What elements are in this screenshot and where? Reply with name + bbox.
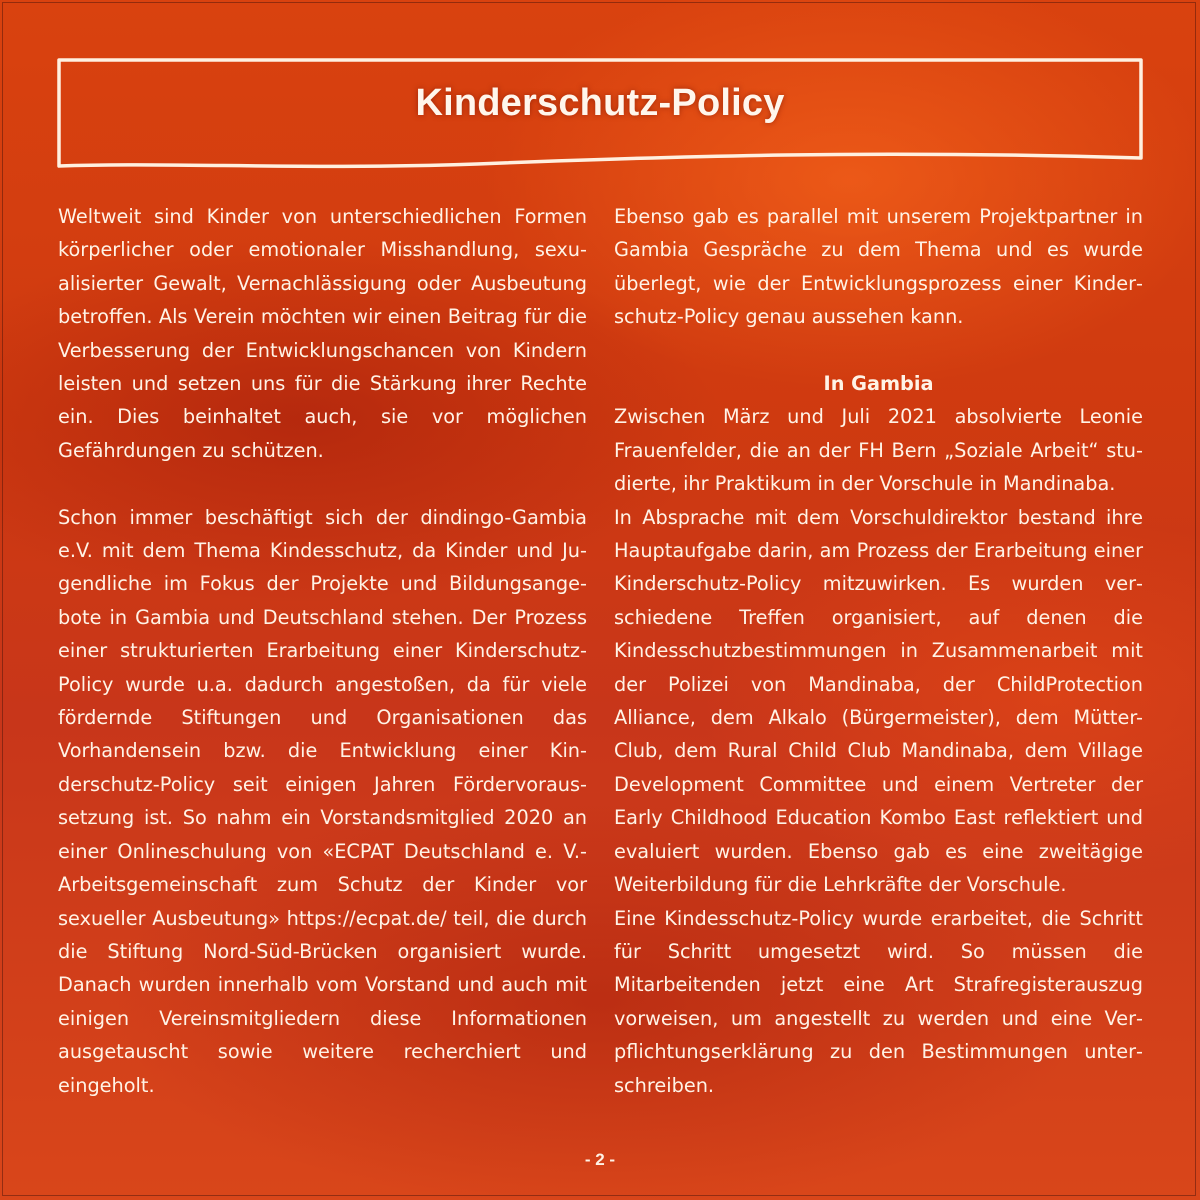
right-paragraph-3: In Absprache mit dem Vorschuldirektor bestand ihre Hauptaufgabe darin, am Prozess der Erarbeitung einer Kinderschutz-Policy mitzuwirken. Es wurden verschiedene Treffen organisiert, auf denen die Kindesschutzbestimmungen in Zusammenarbeit mit der Polizei von Mandinaba, der ChildProtection Alliance, dem Alkalo (Bürgermeister), dem Mütter-Club, dem Rural Child Club Mandinaba, dem Village Development Committee und einem Vertreter der Early Childhood Education Kombo East reflektiert und evaluiert wurden. Ebenso gab es eine zweitägige Weiterbildung für die Lehrkräfte der Vorschule. (614, 505, 1143, 897)
section-heading: In Gambia (823, 372, 934, 396)
left-paragraph-1: Weltweit sind Kinder von unterschiedlichen Formen körperlicher oder emotionaler Misshandlung, sexualisierter Gewalt, Vernachlässigung oder Ausbeutung betroffen. Als Verein möchten wir einen Beitrag für die Verbesserung der Entwicklungschancen von Kindern leisten und setzen uns für die Stärkung ihrer Rechte ein. Dies beinhaltet auch, sie vor möglichen Gefährdungen zu schützen. (58, 205, 587, 462)
right-column (614, 200, 1143, 1102)
page-title: Kinderschutz-Policy (415, 82, 785, 124)
left-paragraph-2: Schon immer beschäftigt sich der dindingo-Gambia e.V. mit dem Thema Kindesschutz, da Kinder und Jugendliche im Fokus der Projekte und Bildungsangebote in Gambia und Deutschland stehen. Der Prozess einer strukturierten Erarbeitung einer Kinderschutz-Policy wurde u.a. dadurch angestoßen, da für viele fördernde Stiftungen und Organisationen das Vorhandensein bzw. die Entwicklung einer Kinderschutz-Policy seit einigen Jahren Fördervoraussetzung ist. So nahm ein Vorstandsmitglied 2020 an einer Onlineschulung von «ECPAT Deutschland e. V.-Arbeitsgemeinschaft zum Schutz der Kinder vor sexueller Ausbeutung» https://ecpat.de/ teil, die durch die Stiftung Nord-Süd-Brücken organisiert wurde. Danach wurden innerhalb vom Vorstand und auch mit einigen Vereinsmitgliedern diese Informationen ausgetauscht sowie weitere recherchiert und eingeholt. (58, 505, 587, 1097)
page-number: - 2 - (584, 1150, 616, 1169)
right-paragraph-4: Eine Kindesschutz-Policy wurde erarbeitet, die Schritt für Schritt umgesetzt wird. So müssen die Mitarbeitenden jetzt eine Art Strafregisterauszug vorweisen, um angestellt zu werden und eine Verpflichtungserklärung zu den Bestimmungen unterschreiben. (614, 906, 1143, 1097)
right-paragraph-2: Zwischen März und Juli 2021 absolvierte Leonie Frauenfelder, die an der FH Bern „Soziale Arbeit“ studierte, ihr Praktikum in der Vorschule in Mandinaba. (614, 405, 1143, 496)
left-column (58, 200, 587, 1102)
title-banner (57, 58, 1143, 170)
right-paragraph-1: Ebenso gab es parallel mit unserem Projektpartner in Gambia Gespräche zu dem Thema und es wurde überlegt, wie der Entwicklungsprozess einer Kinderschutz-Policy genau aussehen kann. (614, 205, 1143, 329)
